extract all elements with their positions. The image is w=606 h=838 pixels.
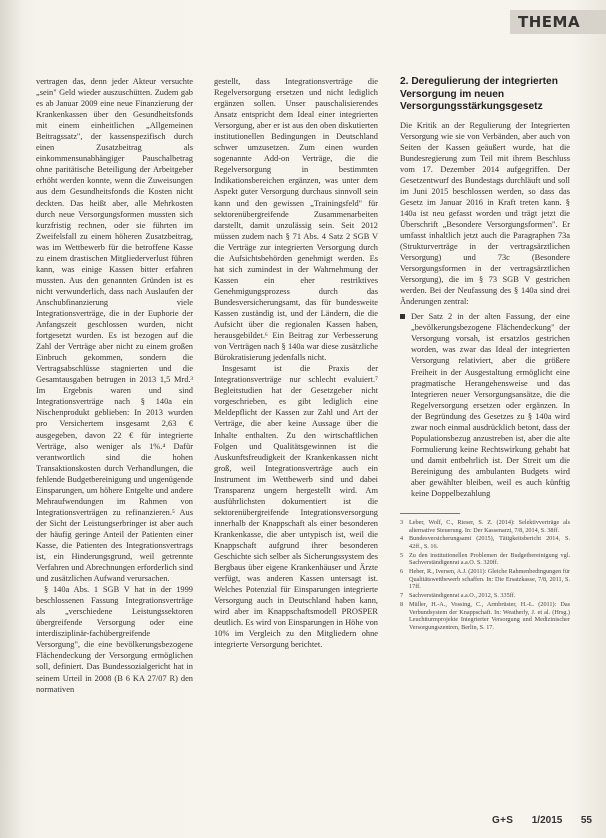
footnote-number: 8 xyxy=(400,600,404,608)
footnote xyxy=(400,535,570,550)
footnote xyxy=(400,592,570,600)
square-bullet-icon xyxy=(400,314,405,319)
bullet-list xyxy=(400,311,570,499)
text-column-1 xyxy=(36,76,193,695)
footnote xyxy=(400,601,570,631)
footnote xyxy=(400,519,570,534)
page-number: 55 xyxy=(580,815,592,826)
paragraph: § 140a Abs. 1 SGB V hat in der 1999 beschlossenen Fassung Integrationsverträge als „verschiedene Leistungssektoren übergreifende Versorgung oder eine interdisziplinär-fachübergreifende Versorgung", die eine bevölkerungsbezogene Flächendeckung der Versorgung ermöglichen soll, definiert. Das Bundessozialgericht hat in seinem Urteil in 2008 (B 6 KA 27/07 R) den normativen xyxy=(36,585,193,694)
section-heading: 2. Deregulierung der integrierten Versorgung im neuen Versorgungsstärkungsgesetz xyxy=(400,76,558,112)
magazine-name: G+S xyxy=(492,815,514,826)
footnote-number: 4 xyxy=(400,535,404,543)
footnote xyxy=(400,568,570,591)
footnote-number: 5 xyxy=(400,551,404,559)
list-item-text: Der Satz 2 in der alten Fassung, der eine „bevölkerungsbezogene Flächendeckung" der Versorgung vorsah, ist ersatzlos gestrichen worden, was zwar das Ideal der integrierten Versorgung relativiert, aber die größere Freiheit in der Ausgestaltung ermöglicht eine pragmatische Herangehensweise und das Integrieren neuer Versorgungsansätze, die die Regelversorgung ersetzen oder ergänzen. In der Begründung des Gesetzes zu § 140a wird zwar noch einmal ausdrücklich betont, dass der Populationsbezug anzustreben ist, aber die alte Formulierung keine Rechtswirkung gehabt hat und damit entbehrlich ist. Der Streit um die Bereinigung des ambulanten Budgets wird aber gewählter bleiben, weil es auch künftig keine Doppelbezahlung xyxy=(411,312,570,499)
footnote xyxy=(400,552,570,567)
footnotes xyxy=(400,519,570,631)
section-header-bar xyxy=(510,10,606,34)
list-item xyxy=(400,311,570,499)
paragraph: Die Kritik an der Regulierung der Integrierten Versorgung wie sie von Verbänden, aber auch von Seiten der Kassen geäußert wurde, hat die Bundesregierung zum Teil mit ihrem Beschluss vom 17. Dezember 2014 aufgegriffen. Der Gesetzentwurf des Bundestags durchläuft und soll im Juni 2015 beschlossen werden, so dass das Gesetz im Januar 2016 in Kraft treten kann. § 140a ist neu gefasst worden und trägt jetzt die Überschrift „Besondere Versorgungsformen". Er umfasst inhaltlich jetzt auch die Paragraphen 73a (Strukturverträge in der vertragsärztlichen Versorgung) und 73c (Besondere Versorgungsformen in der vertragsärztlichen Versorgung), die im § 73 SGB V gestrichen werden. Bei der Neufassung des § 140a sind drei Änderungen zentral: xyxy=(400,120,570,307)
issue-number: 1/2015 xyxy=(531,815,563,826)
footnote-text: Leber, Wolf, C., Rieser, S. Z. (2014): Selektivverträge als alternative Steuerung. In: Der Kassenarzt, 7/8, 2014, S. 38ff. xyxy=(409,519,570,534)
footnote-number: 7 xyxy=(400,592,404,600)
footnote-text: Heber, R., Iversen, A.J. (2011): Gleiche Rahmenbedingungen für Qualitätswettbewerb schaffen. In: Die Ersatzkasse, 7/8, 2011, S. 17ff. xyxy=(409,568,570,591)
text-column-3 xyxy=(400,76,570,633)
footnote-text: Bundesversicherungsamt (2015), Tätigkeitsbericht 2014, S. 42ff., S. 16. xyxy=(409,535,570,551)
paragraph: vertragen das, denn jeder Akteur versuchte „sein" Geld wieder auszuschütten. Zudem gab es ab Januar 2009 eine neue Finanzierung der Krankenkassen über den Gesundheitsfonds mit einem einheitlichen „Allgemeinen Beitragssatz", der kassenspezifisch durch einen Zusatzbeitrag als einkommensunabhängiger Pauschalbetrag ohne paritätische Beteiligung der Arbeitgeber erhöht werden konnte, wenn die Zuweisungen aus dem Gesundheitsfonds die Kosten nicht deckten. Das heißt aber, alle Mehrkosten durch neue Versorgungsformen mussten sich kurzfristig rechnen, oder sie führten im Zweifelsfall zu einem höheren Zusatzbeitrag, was im Wettbewerb für die betroffene Kasse zu einem drastischen Mitgliederverlust führen kann, was einige Kassen bitter erfahren mussten. Aus den genannten Gründen ist es nicht verwunderlich, dass nach Auslaufen der Anschubfinanzierung viele Integrationsverträge, die in der Euphorie der Anfangszeit geschlossen wurden, nicht fortgesetzt wurden. Es ist bezogen auf die Zahl der Verträge aber nicht zu einem großen Einbruch gekommen, sondern die Vertragsabschlüsse stagnierten und die Gesamtausgaben betrugen in 2013 1,5 Mrd.³ Im Ergebnis waren und sind Integrationsverträge nach § 140a ein Nischenprodukt geblieben: In 2013 wurden pro Versichertem insgesamt 2,63 € ausgegeben, davon 22 € für integrierte Verträge, also weniger als 1%.⁴ Dafür verantwortlich sind die hohen Transaktionskosten durch Verhandlungen, die fehlende Budgetbereinigung und ungenügende Einsparungen, um höhere Entgelte und andere Mehraufwendungen im Rahmen von Integrationsverträgen zu refinanzieren.⁵ Aus der Sicht der Leistungserbringer ist aber auch der häufig geringe Anteil der Patienten einer Kasse, die Patienten des Integrationsvertrags ist, ein Hinderungsgrund, weil getrennte Verfahren und Abrechnungen erforderlich sind und zusätzlichen Aufwand verursachen. xyxy=(36,77,193,584)
section-label: THEMA xyxy=(518,13,581,31)
paragraph: Insgesamt ist die Praxis der Integrationsverträge nur schlecht evaluiert.⁷ Begleitstudien hat der Gesetzgeber nicht vorgeschrieben, es gibt lediglich eine Meldepflicht der Kassen zur Zahl und Art der Verträge, die aber keine Aussage über die Inhalte enthalten. Zu den wirtschaftlichen Folgen und Qualitätsgewinnen ist die Auskunftsfreudigkeit der Krankenkassen nicht groß, weil Integrationsverträge auch ein Instrument im Wettbewerb sind und dabei Transparenz ungern hergestellt wird. Am ausführlichsten dokumentiert ist die sektorenübergreifende Integrationsversorgung innerhalb der Knappschaft als einer besonderen Krankenkasse, die aber untypisch ist, weil die Knappschaft aufgrund ihrer besonderen Geschichte sich selber als Sicherungssystem des Bergbaus über eigene Krankenhäuser und Ärzte verfügt, was anderen Kassen untersagt ist. Welches Potenzial für Einsparungen integrierte Versorgung auch in Deutschland haben kann, wird aber im Knappschaftsmodell PROSPER deutlich. Es wird von Einsparungen in Höhe von 10% im Vergleich zu den Mitgliedern ohne integrierte Versorgung berichtet. xyxy=(214,364,378,650)
footnote-number: 3 xyxy=(400,519,404,527)
text-column-2 xyxy=(214,76,378,650)
footnote-divider xyxy=(400,513,460,514)
page-gutter-shadow xyxy=(0,0,22,838)
page-footer xyxy=(492,815,592,826)
paragraph: gestellt, dass Integrationsverträge die Regelversorgung ersetzen und nicht lediglich ergänzen sollen. Unser pauschalisierendes Ansatz entspricht dem Ideal einer integrierten Versorgung, aber er ist aus den oben diskutierten institutionellen Bedingungen in Deutschland schwer umzusetzen. Zum einen wurden sogenannte Add-on Verträge, die die Regelversorgung in bestimmten Indikationsbereichen ergänzen, was unter dem Aspekt guter Versorgung durchaus sinnvoll sein kann und den gewissen „Trainingsfeld" für sektorenübergreifende Zusammenarbeiten darstellt, damit unzulässig sein. Seit 2012 müssen zudem nach § 71 Abs. 4 Satz 2 SGB V die Verträge zur integrierten Versorgung durch die Aufsichtsbehörden genehmigt werden. Es hat sich zumindest in der Wahrnehmung der Kassen ein eher restriktives Genehmigungsprozess durch das Bundesversicherungsamt, das für bundesweite Kassen zuständig ist, und der Ländern, die die Aufsicht über die regionalen Kassen haben, herausgebildet.⁶ Ein Beitrag zur Verbesserung von Verträgen nach § 140a war diese zusätzliche Bürokratisierung jedenfalls nicht. xyxy=(214,77,378,363)
footnote-text: Sachverständigenrat a.a.O., 2012, S. 335ff. xyxy=(409,592,516,600)
footnote-text: Müller, H.-A., Vossing, C., Armbrüster, H.-L. (2011): Das Verbundsystem der Knappschaft. In: Weatherly, J. et al. (Hrsg.) Leuchtturmprojekte Integrierter Versorgung und Medizinischer Versorgungszentren, Berlin, S. 17. xyxy=(409,600,570,631)
footnote-text: Zu den institutionellen Problemen der Budgetbereinigung vgl. Sachverständigenrat a.a.O. S. 320ff. xyxy=(409,551,570,567)
footnote-number: 6 xyxy=(400,568,404,576)
